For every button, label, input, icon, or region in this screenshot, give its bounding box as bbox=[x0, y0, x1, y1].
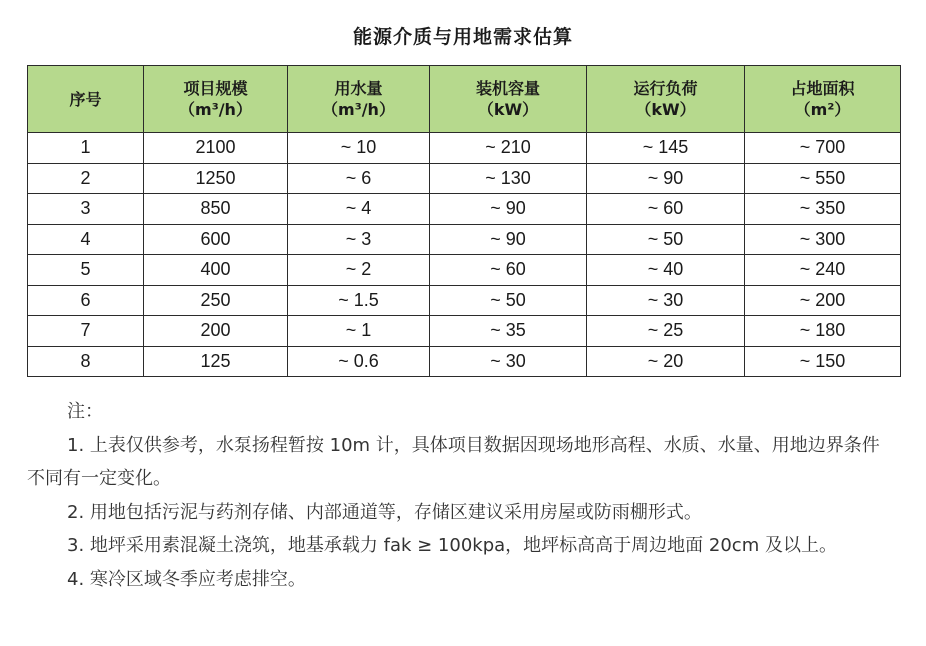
table-cell: ~ 30 bbox=[587, 285, 745, 316]
header-cell-scale bbox=[144, 66, 288, 133]
note-item: 2. 用地包括污泥与药剂存储、内部通道等，存储区建议采用房屋或防雨棚形式。 bbox=[67, 501, 702, 523]
table-cell: ~ 90 bbox=[430, 224, 587, 255]
table-cell: ~ 2 bbox=[288, 255, 430, 286]
table-cell: ~ 25 bbox=[587, 316, 745, 347]
table-cell: 3 bbox=[28, 194, 144, 225]
header-cell-water bbox=[288, 66, 430, 133]
table-cell: ~ 6 bbox=[288, 163, 430, 194]
table-cell: ~ 50 bbox=[587, 224, 745, 255]
header-label: 序号 bbox=[69, 89, 102, 109]
table-cell: 200 bbox=[144, 316, 288, 347]
header-unit: （m²） bbox=[794, 100, 851, 119]
notes-heading: 注： bbox=[67, 401, 103, 422]
header-cell-operating-load bbox=[587, 66, 745, 133]
table-cell: ~ 10 bbox=[288, 133, 430, 164]
table-cell: 125 bbox=[144, 346, 288, 377]
table-cell: 600 bbox=[144, 224, 288, 255]
header-cell-installed-capacity bbox=[430, 66, 587, 133]
header-unit: （kW） bbox=[477, 100, 539, 119]
table-cell: ~ 60 bbox=[430, 255, 587, 286]
table-cell: 8 bbox=[28, 346, 144, 377]
header-unit: （kW） bbox=[635, 100, 696, 119]
table-cell: 7 bbox=[28, 316, 144, 347]
table-row bbox=[28, 255, 901, 286]
table-cell: ~ 550 bbox=[745, 163, 901, 194]
table-header-row bbox=[28, 66, 901, 133]
table-row bbox=[28, 224, 901, 255]
table-cell: 250 bbox=[144, 285, 288, 316]
table-cell: ~ 3 bbox=[288, 224, 430, 255]
table-cell: ~ 350 bbox=[745, 194, 901, 225]
header-unit: （m³/h） bbox=[322, 100, 395, 119]
table-cell: ~ 180 bbox=[745, 316, 901, 347]
note-item: 1. 上表仅供参考，水泵扬程暂按 10m 计，具体项目数据因现场地形高程、水质、水量、用地边界条件不同有一定变化。 bbox=[27, 434, 880, 490]
header-label: 占地面积 bbox=[790, 79, 855, 98]
table-cell: ~ 35 bbox=[430, 316, 587, 347]
table-cell: ~ 90 bbox=[430, 194, 587, 225]
table-cell: ~ 50 bbox=[430, 285, 587, 316]
table-cell: 1 bbox=[28, 133, 144, 164]
energy-land-table bbox=[27, 65, 901, 377]
table-cell: ~ 40 bbox=[587, 255, 745, 286]
table-row bbox=[28, 346, 901, 377]
table-cell: ~ 60 bbox=[587, 194, 745, 225]
table-cell: ~ 240 bbox=[745, 255, 901, 286]
table-row bbox=[28, 194, 901, 225]
table-cell: 850 bbox=[144, 194, 288, 225]
notes-section bbox=[27, 395, 897, 597]
table-cell: 6 bbox=[28, 285, 144, 316]
table-cell: ~ 4 bbox=[288, 194, 430, 225]
table-row bbox=[28, 285, 901, 316]
header-cell-index bbox=[28, 66, 144, 133]
table-cell: ~ 145 bbox=[587, 133, 745, 164]
note-item: 4. 寒冷区域冬季应考虑排空。 bbox=[67, 568, 306, 590]
table-row bbox=[28, 163, 901, 194]
table-cell: 5 bbox=[28, 255, 144, 286]
table-cell: ~ 0.6 bbox=[288, 346, 430, 377]
header-cell-land-area bbox=[745, 66, 901, 133]
header-label: 用水量 bbox=[334, 79, 383, 98]
table-row bbox=[28, 133, 901, 164]
table-cell: ~ 700 bbox=[745, 133, 901, 164]
header-label: 装机容量 bbox=[475, 79, 540, 98]
table-cell: 1250 bbox=[144, 163, 288, 194]
table-cell: ~ 1.5 bbox=[288, 285, 430, 316]
table-cell: ~ 90 bbox=[587, 163, 745, 194]
table-cell: 4 bbox=[28, 224, 144, 255]
table-row bbox=[28, 316, 901, 347]
header-label: 运行负荷 bbox=[633, 79, 698, 98]
page-title: 能源介质与用地需求估算 bbox=[352, 26, 573, 48]
table-cell: ~ 150 bbox=[745, 346, 901, 377]
table-cell: 2 bbox=[28, 163, 144, 194]
table-cell: 2100 bbox=[144, 133, 288, 164]
note-item: 3. 地坪采用素混凝土浇筑，地基承载力 fak ≥ 100kpa，地坪标高高于周边地面 20cm 及以上。 bbox=[67, 535, 837, 557]
table-cell: ~ 210 bbox=[430, 133, 587, 164]
table-cell: ~ 300 bbox=[745, 224, 901, 255]
table-cell: 400 bbox=[144, 255, 288, 286]
header-unit: （m³/h） bbox=[179, 100, 252, 119]
table-cell: ~ 200 bbox=[745, 285, 901, 316]
table-cell: ~ 20 bbox=[587, 346, 745, 377]
table-cell: ~ 130 bbox=[430, 163, 587, 194]
header-label: 项目规模 bbox=[183, 79, 248, 98]
table-cell: ~ 30 bbox=[430, 346, 587, 377]
table-cell: ~ 1 bbox=[288, 316, 430, 347]
